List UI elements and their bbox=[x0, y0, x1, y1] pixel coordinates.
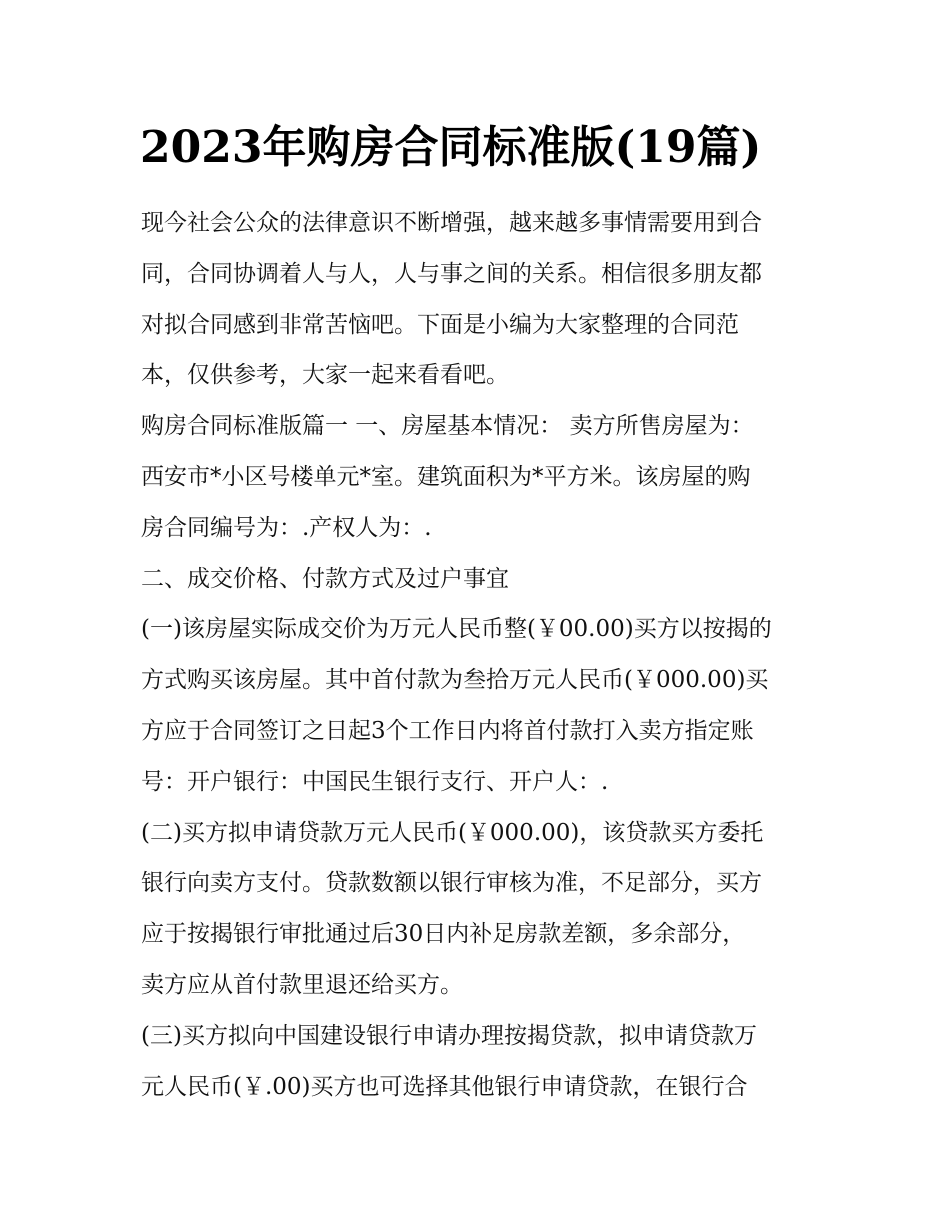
document-body bbox=[141, 198, 816, 1112]
body-line: 方应于合同签订之日起3个工作日内将首付款打入卖方指定账 bbox=[141, 717, 754, 744]
body-line: 方式购买该房屋。其中首付款为叁拾万元人民币(￥000.00)买 bbox=[141, 667, 769, 694]
body-line: 二、成交价格、付款方式及过户事宜 bbox=[141, 565, 509, 592]
body-line: 购房合同标准版篇一 一、房屋基本情况： 卖方所售房屋为： bbox=[141, 413, 754, 440]
document-title: 2023年购房合同标准版(19篇) bbox=[140, 122, 762, 173]
body-line: 房合同编号为：.产权人为：. bbox=[141, 514, 432, 541]
body-line: 本，仅供参考，大家一起来看看吧。 bbox=[141, 362, 509, 389]
body-line: 对拟合同感到非常苦恼吧。下面是小编为大家整理的合同范 bbox=[141, 311, 739, 338]
body-line: 现今社会公众的法律意识不断增强，越来越多事情需要用到合 bbox=[141, 210, 762, 236]
body-line: 元人民币(￥.00)买方也可选择其他银行申请贷款，在银行合 bbox=[141, 1073, 748, 1100]
body-line: 卖方应从首付款里退还给买方。 bbox=[141, 971, 463, 998]
body-line: 银行向卖方支付。贷款数额以银行审核为准，不足部分，买方 bbox=[141, 870, 762, 897]
body-line: 西安市*小区号楼单元*室。建筑面积为*平方米。该房屋的购 bbox=[141, 463, 751, 490]
body-line: (二)买方拟申请贷款万元人民币(￥000.00)，该贷款买方委托 bbox=[141, 819, 764, 846]
body-line: 应于按揭银行审批通过后30日内补足房款差额，多余部分， bbox=[141, 921, 746, 948]
body-line: (三)买方拟向中国建设银行申请办理按揭贷款，拟申请贷款万 bbox=[141, 1022, 757, 1049]
body-line: 同，合同协调着人与人，人与事之间的关系。相信很多朋友都 bbox=[141, 260, 762, 287]
body-line: (一)该房屋实际成交价为万元人民币整(￥00.00)买方以按揭的 bbox=[141, 616, 772, 643]
body-line: 号：开户银行：中国民生银行支行、开户人：. bbox=[141, 768, 609, 795]
